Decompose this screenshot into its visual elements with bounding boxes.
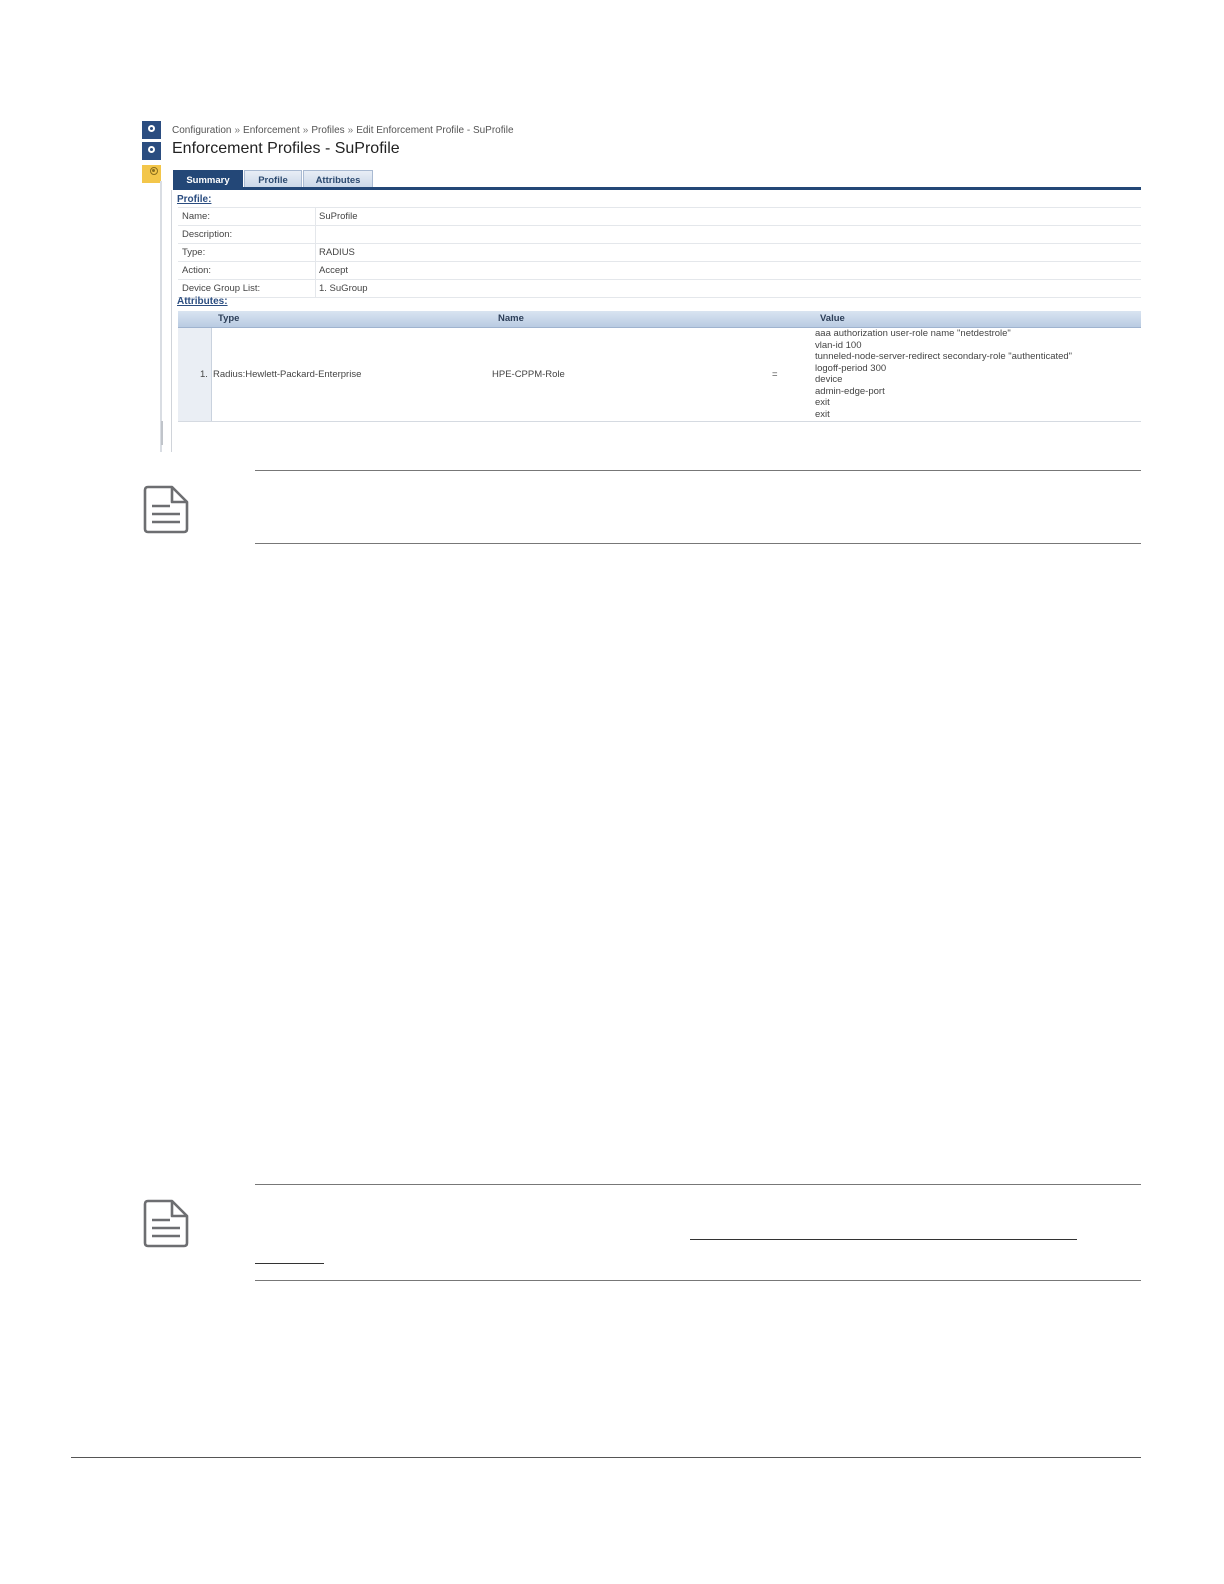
value-line: exit [815, 408, 830, 420]
content-border [171, 190, 172, 452]
row-value: Accept [319, 265, 349, 276]
breadcrumb-current: Edit Enforcement Profile - SuProfile [356, 125, 514, 136]
tab-underline [173, 187, 1141, 190]
tab-profile[interactable]: Profile [244, 170, 302, 188]
note-top-rule [255, 470, 1141, 471]
breadcrumb: Configuration » Enforcement » Profiles » Edit Enforcement Profile - SuProfile [172, 125, 514, 136]
enforcement-profile-screenshot [142, 121, 1141, 452]
row-label: Description: [182, 229, 233, 240]
left-rail [142, 121, 162, 452]
rail-expand-button-1[interactable] [142, 121, 161, 139]
row-label: Type: [182, 247, 206, 258]
footer-rule [71, 1457, 1141, 1458]
collapse-circle-icon [150, 167, 158, 175]
attributes-section-heading: Attributes: [177, 296, 228, 307]
table-row [178, 207, 1141, 225]
rail-expand-button-2[interactable] [142, 142, 161, 160]
profile-summary-table [178, 207, 1141, 298]
attribute-operator: = [772, 369, 778, 380]
rail-divider [160, 181, 162, 452]
row-index: 1. [200, 369, 208, 380]
row-label: Name: [182, 211, 210, 222]
table-row [178, 328, 1141, 422]
note-document-icon [142, 484, 192, 534]
table-row [178, 225, 1141, 243]
value-line: vlan-id 100 [815, 339, 862, 351]
note-bottom-rule [255, 543, 1141, 544]
expand-circle-icon [148, 146, 155, 153]
note-document-icon [142, 1198, 192, 1248]
column-header-name[interactable]: Name [498, 313, 524, 324]
value-line: tunneled-node-server-redirect secondary-role "authenticated" [815, 351, 1073, 362]
breadcrumb-enforcement[interactable]: Enforcement [243, 125, 300, 136]
breadcrumb-configuration[interactable]: Configuration [172, 125, 232, 136]
breadcrumb-profiles[interactable]: Profiles [311, 125, 345, 136]
table-row [178, 243, 1141, 261]
attribute-type: Radius:Hewlett-Packard-Enterprise [213, 369, 362, 380]
table-row [178, 261, 1141, 279]
row-value: SuProfile [319, 211, 358, 222]
value-line: logoff-period 300 [815, 362, 887, 374]
attribute-value [815, 328, 1072, 420]
value-line: aaa authorization user-role name "netdestrole" [815, 328, 1011, 339]
attributes-table-header [178, 311, 1141, 328]
link-underline[interactable] [255, 1263, 324, 1264]
link-underline[interactable] [690, 1239, 1077, 1240]
rail-collapse-button[interactable] [142, 165, 161, 183]
expand-circle-icon [148, 125, 155, 132]
resize-grip[interactable] [161, 421, 163, 445]
tab-summary[interactable]: Summary [173, 170, 243, 188]
page-title: Enforcement Profiles - SuProfile [172, 140, 400, 157]
value-line: admin-edge-port [815, 385, 885, 397]
row-label: Action: [182, 265, 212, 276]
profile-section-heading: Profile: [177, 194, 212, 205]
value-line: exit [815, 397, 830, 408]
row-value: 1. SuGroup [319, 283, 368, 294]
row-label: Device Group List: [182, 283, 261, 294]
attributes-table [178, 311, 1141, 421]
note-bottom-rule [255, 1280, 1141, 1281]
value-line: device [815, 374, 843, 385]
column-header-value[interactable]: Value [820, 313, 845, 324]
row-value: RADIUS [319, 247, 355, 258]
note-top-rule [255, 1184, 1141, 1185]
attribute-name: HPE-CPPM-Role [492, 369, 565, 380]
column-header-type[interactable]: Type [218, 313, 240, 324]
tab-attributes[interactable]: Attributes [303, 170, 373, 188]
table-row [178, 279, 1141, 298]
